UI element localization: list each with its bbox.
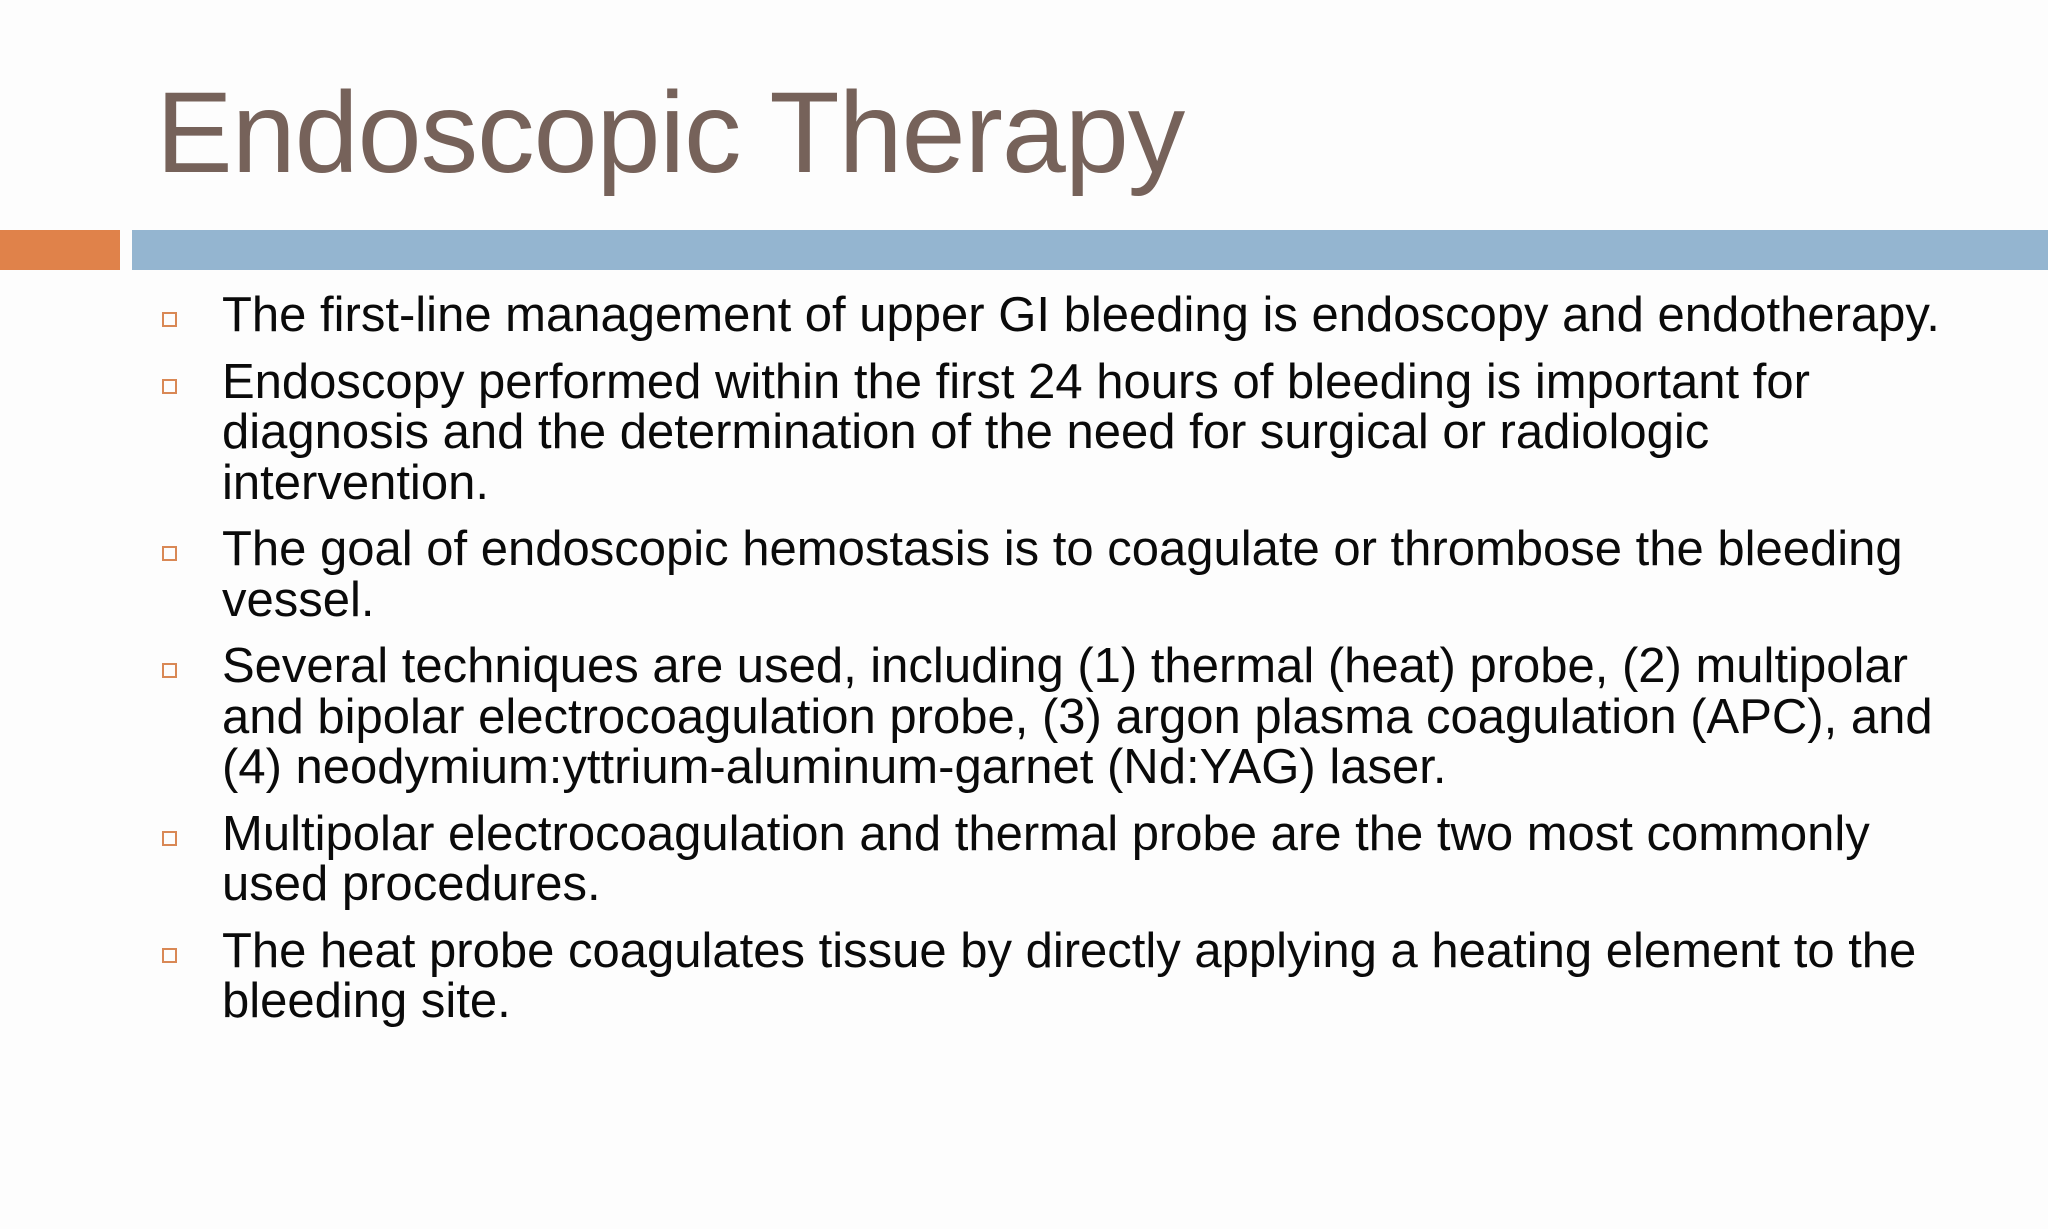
square-bullet-icon [162, 312, 177, 327]
bullet-text: The heat probe coagulates tissue by directly applying a heating element to the bleeding site. [222, 923, 1917, 1028]
slide-title: Endoscopic Therapy [156, 69, 1185, 197]
bullet-text: The first-line management of upper GI bleeding is endoscopy and endotherapy. [222, 288, 1940, 342]
bullet-list [156, 290, 1956, 1043]
bullet-text: Endoscopy performed within the first 24 hours of bleeding is important for diagnosis and the determination of the need for surgical or radiologic intervention. [222, 354, 1810, 510]
bullet-text: The goal of endoscopic hemostasis is to coagulate or thrombose the bleeding vessel. [222, 522, 1903, 627]
square-bullet-icon [162, 831, 177, 846]
bullet-text: Several techniques are used, including (1) thermal (heat) probe, (2) multipolar and bipolar electrocoagulation probe, (3) argon plasma coagulation (APC), and (4) neodymium:yttrium-aluminum-garnet (Nd:YAG) laser. [222, 639, 1933, 794]
accent-bar-orange [0, 230, 120, 270]
bullet-item [156, 806, 1956, 911]
bullet-item [156, 923, 1956, 1028]
bullet-item [156, 524, 1956, 625]
square-bullet-icon [162, 546, 177, 561]
accent-bar-blue [132, 230, 2048, 270]
square-bullet-icon [162, 663, 177, 678]
bullet-item [156, 354, 1956, 510]
bullet-item [156, 290, 1956, 341]
bullet-item [156, 641, 1956, 793]
bullet-text: Multipolar electrocoagulation and thermal probe are the two most commonly used procedures. [222, 806, 1870, 911]
square-bullet-icon [162, 948, 177, 963]
square-bullet-icon [162, 379, 177, 394]
